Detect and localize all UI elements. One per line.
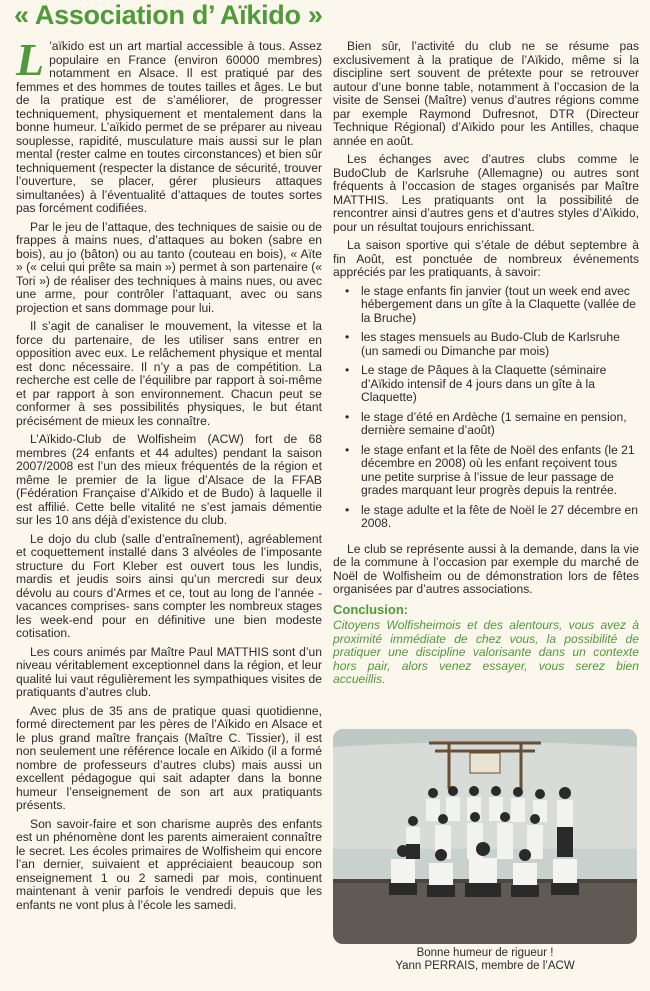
paragraph-activities: Bien sûr, l’activité du club ne se résume pas exclusivement à la pratique de l’Aïkido, même si la discipline sert souvent de prétexte pour se retrouver autour d’une bonne table, notamment à l’occasion de la visite de Sensei (Maître) venus d’autres régions comme par exemple Raymond Dufresnot, DTR (Directeur Technique Régional) d’Aïkido pour les Antilles, chaque année en août. <box>333 39 639 148</box>
paragraph-philosophy: Il s’agit de canaliser le mouvement, la vitesse et la force du partenaire, de les utiliser sans entrer en opposition avec eux. Le relâchement physique et mental est donc nécessaire. Il n’y a pas de compétition. La recherche est celle de l’équilibre par rapport à soi-même et par rapport à son environnement. Chacun peut se conformer à ses possibilités physiques, le but étant précisément de mieux les connaître. <box>16 319 322 428</box>
paragraph-master: Avec plus de 35 ans de pratique quasi quotidienne, formé directement par les pères de l’Aïkido en Alsace et le plus grand maître français (Maître C. Tissier), il est non seulement une référence locale en Aïkido (il a formé nombre de professeurs d’autres clubs) mais aussi un excellent pédagogue qui sait adapter dans la bonne humeur l’enseignement de son art aux pratiquants présents. <box>16 703 322 812</box>
caption-line: Bonne humeur de rigueur ! <box>416 947 554 959</box>
list-item: • le stage enfant et la fête de Noël des enfants (le 21 décembre en 2008) où les enfant reçoivent tous une petite surprise à l’issue de leur passage de grades marquant leur progrès depuis la rentrée. <box>351 444 639 498</box>
paragraph-dojo: Le dojo du club (salle d’entraînement), agréablement et coquettement installé dans 3 alvéoles de l’imposante structure du Fort Kleber est ouvert tous les lundis, mardis et jeudis soirs ainsi qu’un mercredi sur deux dévolu au cours d’Armes et ce, tout au long de l’année -vacances comprises- sans compter les nombreux stages les week-end pour en définitive une bien modeste cotisation. <box>16 531 322 640</box>
dojo-group-illustration <box>333 729 637 944</box>
list-item: • le stage d’été en Ardèche (1 semaine en pension, dernière semaine d’août) <box>351 411 639 438</box>
intro-text: Assez populaire en France (environ 60000 membres) notamment en Alsace. Il est pratiqué par des femmes et des hommes de toutes tailles et âges. Le but de la pratique est de s’améliorer, de progresser techniquement, physiquement et mentalement dans la bonne humeur. L’aïkido permet de se préparer au niveau souplesse, rapidité, musculature mais aussi sur le plan mental (rester calme en toutes circonstances) et bien sûr techniquement (respecter la distance de sécurité, trouver l’ouverture, se placer, gérer plusieurs attaques simultanées) à l’éventualité d’attaques de toutes sortes pas forcément codifiées. <box>16 39 322 215</box>
caption-credit: Yann PERRAIS, membre de l’ACW <box>395 960 575 972</box>
group-photo <box>333 729 637 944</box>
conclusion-title: Conclusion: <box>333 601 409 617</box>
photo-caption <box>333 947 637 973</box>
paragraph-courses: Les cours animés par Maître Paul MATTHIS sont d’un niveau véritablement exceptionnel dans la région, et leur qualité lui vaut régulièrement les sympathiques visites de pratiquants d’autres club. <box>16 644 322 699</box>
paragraph-exchanges: Les échanges avec d’autres clubs comme le BudoClub de Karlsruhe (Allemagne) ou autres sont fréquents à l’occasion de stages organisés par Maître MATTHIS. Les pratiquants ont la possibilité de rencontrer ainsi d’autres gens et d’autres styles d’Aïkido, pour un résultat toujours enrichissant. <box>333 152 639 234</box>
stages-list <box>333 285 639 531</box>
intro-paragraph <box>16 34 322 216</box>
paragraph-club: L’Aïkido-Club de Wolfisheim (ACW) fort de 68 membres (24 enfants et 44 adultes) pendant la saison 2007/2008 est l’un des mieux fréquentés de la région et même le premier de la ligue d’Alsace de la FFAB (Fédération Française d’Aïkido et de Budo) à laquelle il est affilié. Cette belle vitalité ne s’est jamais démentie sur les 10 ans déjà d’existence du club. <box>16 432 322 527</box>
paragraph-season: La saison sportive qui s’étale de début septembre à fin Août, est ponctuée de nombreux événements appréciés par les pratiquants, à savoir: <box>333 238 639 279</box>
drop-cap: L <box>16 34 45 85</box>
left-column <box>16 34 322 917</box>
paragraph-children: Son savoir-faire et son charisme auprès des enfants est un phénomène dont les parents aimeraient connaître le secret. Les écoles primaires de Wolfisheim qui encore l’an dernier, suivaient et appréciaient beaucoup son enseignement 1 ou 2 samedi par mois, continuent maintenant à venir parfois le vendredi depuis que les enfants ne vont plus à l’école les samedi. <box>16 816 322 912</box>
intro-lead: ’aïkido est un art martial accessible à tous. <box>49 39 286 53</box>
list-item: • les stages mensuels au Budo-Club de Karlsruhe (un samedi ou Dimanche par mois) <box>351 331 639 358</box>
list-item: • le stage adulte et la fête de Noël le 27 décembre en 2008. <box>351 504 639 531</box>
article-title: « Association d’ Aïkido » <box>14 0 323 30</box>
list-item: • Le stage de Pâques à la Claquette (séminaire d’Aïkido intensif de 4 jours dans un gîte à la Claquette) <box>351 364 639 405</box>
paragraph-techniques: Par le jeu de l’attaque, des techniques de saisie ou de frappes à mains nues, d’attaques au boken (sabre en bois), au jo (bâton) ou au tanto (couteau en bois), « Aïte » (« celui qui prête sa main ») permet à son partenaire (« Tori ») de réaliser des techniques à mains nues, ou avec une arme, pour contrôler l’attaquant, avec ou sans projection et sans dommage pour lui. <box>16 219 322 315</box>
conclusion-text: Citoyens Wolfisheimois et des alentours, vous avez à proximité immédiate de chez vous, la possibilité de pratiquer une discipline valorisante dans un contexte hors pair, alors venez essayer, vous serez bien accueillis. <box>333 618 639 686</box>
list-item: • le stage enfants fin janvier (tout un week end avec hébergement dans un gîte à la Claquette (vallée de la Bruche) <box>351 285 639 326</box>
paragraph-commune: Le club se représente aussi à la demande, dans la vie de la commune à l’occasion par exemple du marché de Noël de Wolfisheim ou de démonstration lors de fêtes organisées par d’autres associations. <box>333 541 639 596</box>
right-column <box>333 40 639 692</box>
